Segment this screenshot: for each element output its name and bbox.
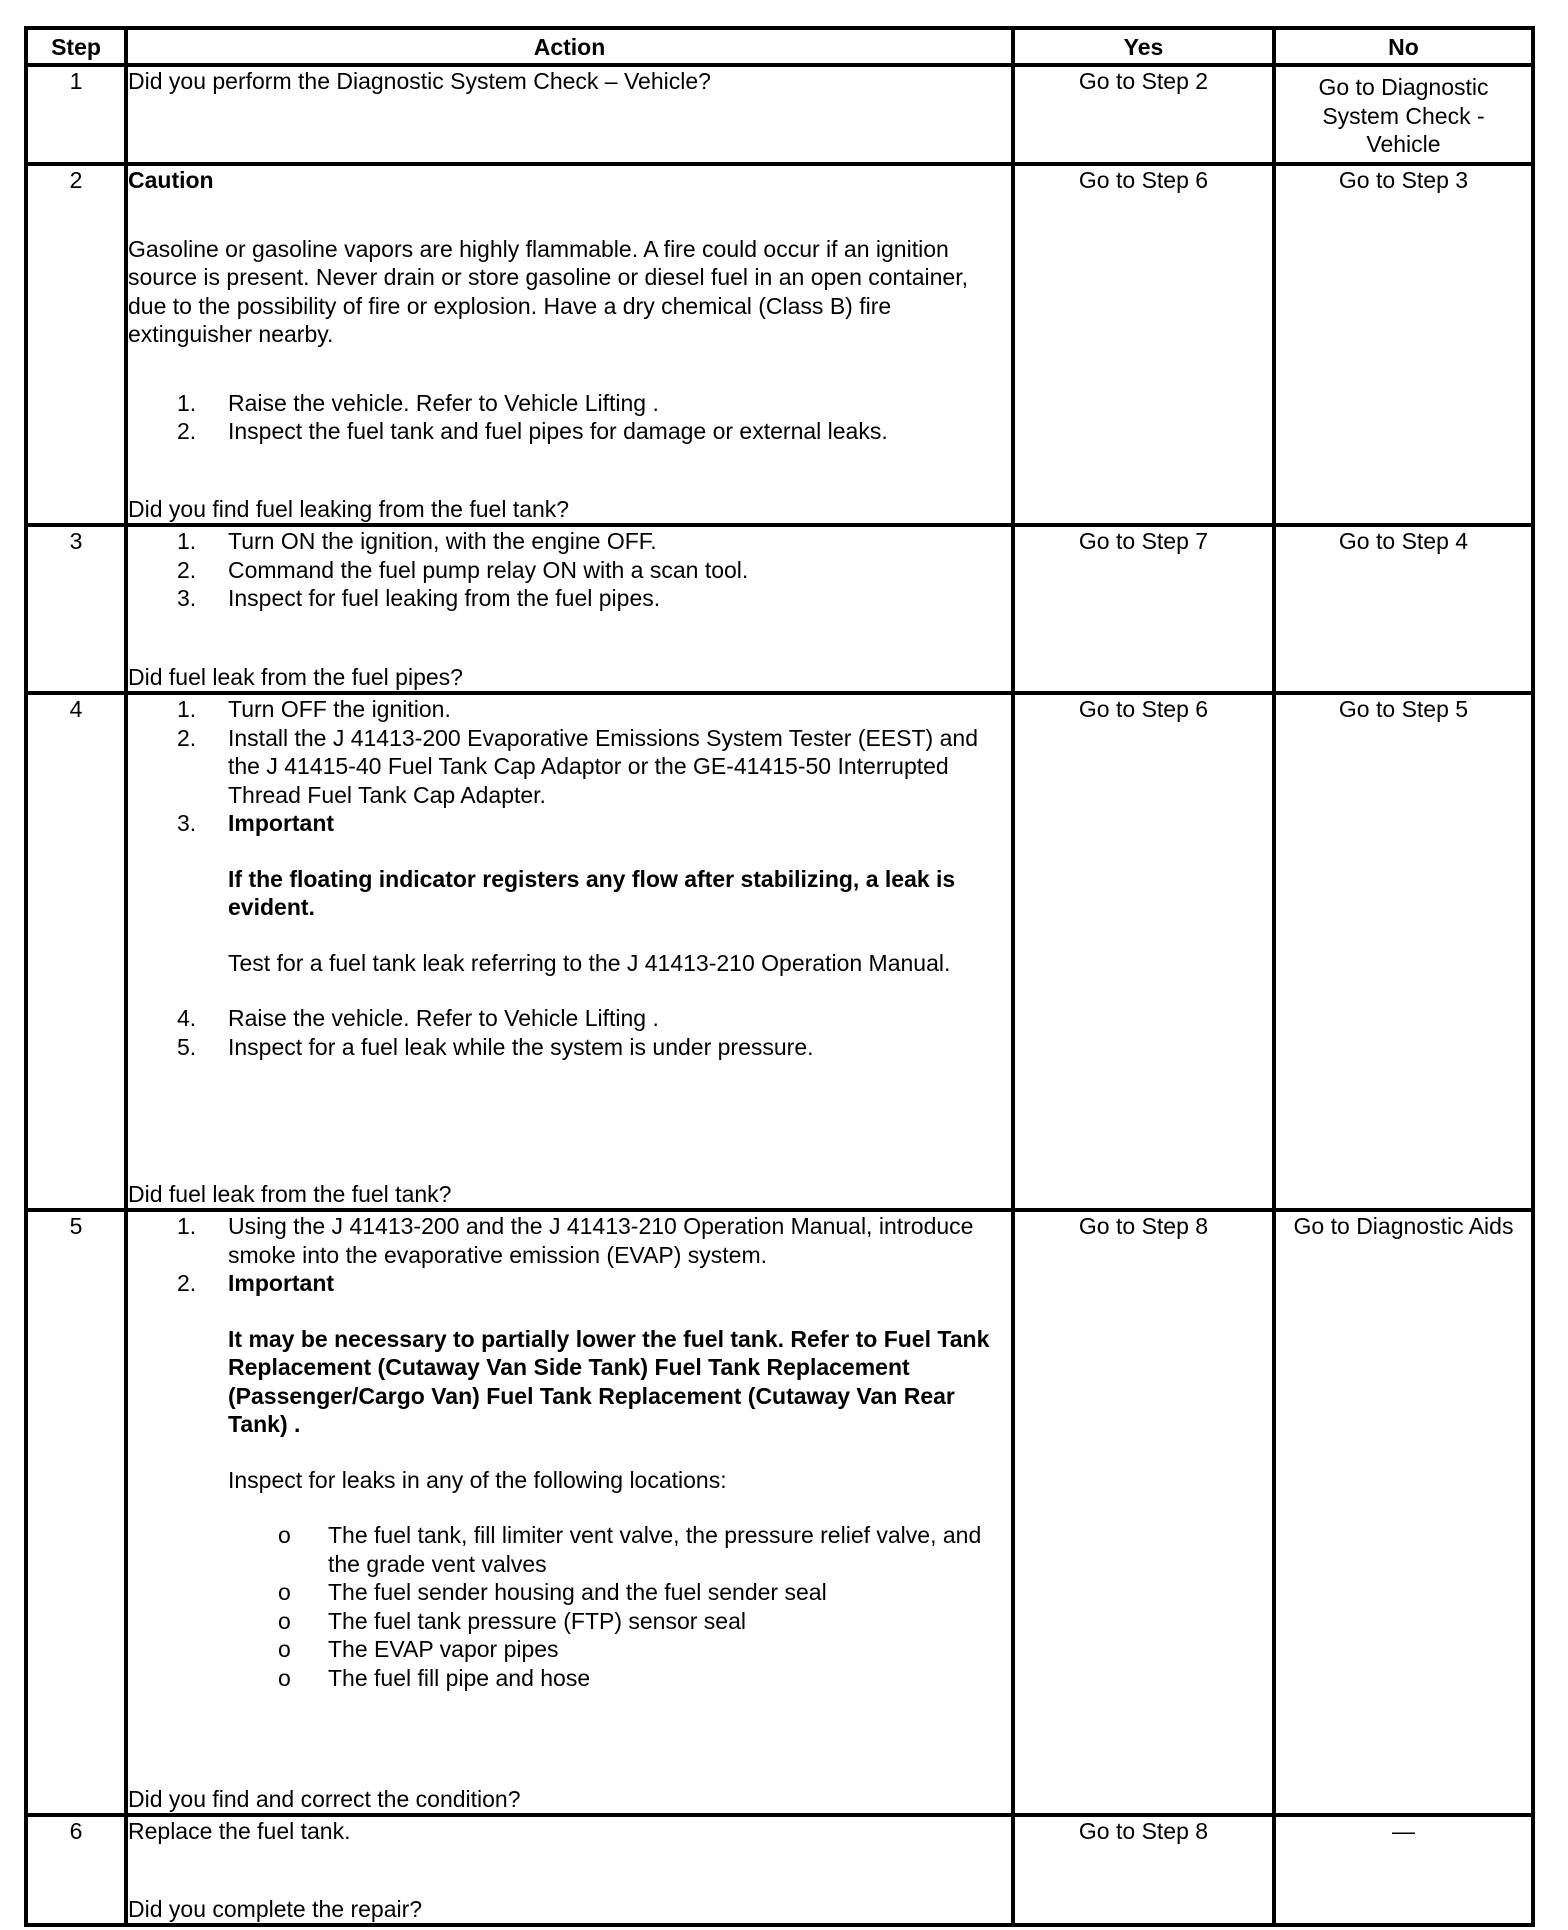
step-number: 1 — [26, 65, 126, 164]
action-cell — [126, 1210, 1013, 1815]
item-text: Raise the vehicle. Refer to Vehicle Lifting . — [228, 1005, 659, 1031]
no-cell: Go to Step 5 — [1274, 693, 1533, 1210]
list-item — [128, 1578, 1011, 1607]
list-item — [128, 1521, 1011, 1578]
item-number: 1. — [177, 696, 197, 722]
step-list — [128, 695, 1011, 1061]
item-text: Inspect for fuel leaking from the fuel pipes. — [228, 585, 661, 611]
list-item — [128, 1004, 1011, 1033]
item-number: 2. — [177, 556, 197, 583]
item-number: 4. — [177, 1005, 197, 1031]
action-cell — [126, 65, 1013, 164]
important-label: Important — [228, 1270, 335, 1296]
important-text: If the floating indicator registers any flow after stabilizing, a leak is evident. — [228, 865, 956, 920]
item-number: 5. — [177, 1033, 197, 1060]
list-item — [128, 1212, 1011, 1269]
yes-cell: Go to Step 2 — [1013, 65, 1274, 164]
step-number: 4 — [26, 693, 126, 1210]
no-cell — [1274, 65, 1533, 164]
yes-cell: Go to Step 6 — [1013, 693, 1274, 1210]
step-number: 5 — [26, 1210, 126, 1815]
table-row — [26, 1815, 1533, 1925]
list-item — [128, 695, 1011, 724]
important-label: Important — [228, 810, 335, 836]
table-row — [26, 693, 1533, 1210]
action-question: Did you perform the Diagnostic System Check – Vehicle? — [128, 68, 711, 94]
item-number: 3. — [177, 585, 197, 611]
table-row — [26, 65, 1533, 164]
table-row — [26, 164, 1533, 525]
table-row — [26, 1210, 1533, 1815]
bullet: o — [278, 1579, 291, 1605]
test-text: Test for a fuel tank leak referring to the J 41413-210 Operation Manual. — [228, 949, 951, 976]
action-cell — [126, 164, 1013, 525]
item-number: 2. — [177, 1270, 197, 1296]
header-no: No — [1274, 28, 1533, 65]
step-list — [128, 1212, 1011, 1521]
no-line: System Check - — [1322, 102, 1485, 129]
item-text: The fuel fill pipe and hose — [328, 1664, 591, 1691]
table-row — [26, 525, 1533, 693]
no-cell: Go to Step 3 — [1274, 164, 1533, 525]
inspect-text: Inspect for leaks in any of the following locations: — [228, 1466, 727, 1493]
yes-cell: Go to Step 7 — [1013, 525, 1274, 693]
yes-cell: Go to Step 6 — [1013, 164, 1274, 525]
item-text: The fuel tank pressure (FTP) sensor seal — [328, 1607, 746, 1634]
item-text: Raise the vehicle. Refer to Vehicle Lifting . — [228, 389, 659, 416]
item-number: 1. — [177, 528, 197, 554]
important-text: It may be necessary to partially lower the fuel tank. Refer to Fuel Tank Replacement (Cutaway Van Side Tank) Fuel Tank Replacement (Passenger/Cargo Van) Fuel Tank Replacement (Cutaway Van Rear Tank) . — [228, 1325, 990, 1437]
item-text: Turn ON the ignition, with the engine OFF. — [228, 528, 657, 554]
list-item — [128, 1635, 1011, 1664]
list-item — [128, 527, 1011, 556]
list-item — [128, 417, 1011, 446]
action-question: Did fuel leak from the fuel tank? — [128, 1180, 452, 1207]
yes-cell: Go to Step 8 — [1013, 1815, 1274, 1925]
action-question: Did you complete the repair? — [128, 1895, 423, 1922]
item-text: The fuel tank, fill limiter vent valve, the pressure relief valve, and the grade vent valves — [328, 1522, 982, 1577]
action-text: Replace the fuel tank. — [128, 1818, 351, 1844]
no-cell: Go to Diagnostic Aids — [1274, 1210, 1533, 1815]
step-list — [128, 389, 1011, 446]
list-item — [128, 1607, 1011, 1636]
list-item — [128, 1664, 1011, 1693]
item-text: Inspect the fuel tank and fuel pipes for damage or external leaks. — [228, 418, 888, 444]
action-cell — [126, 693, 1013, 1210]
list-item — [128, 389, 1011, 418]
list-item — [128, 724, 1011, 810]
list-item — [128, 556, 1011, 585]
bullet: o — [278, 1664, 291, 1691]
item-text: Command the fuel pump relay ON with a scan tool. — [228, 556, 749, 583]
action-question: Did you find fuel leaking from the fuel tank? — [128, 495, 570, 522]
header-step: Step — [26, 28, 126, 65]
item-text: The EVAP vapor pipes — [328, 1636, 559, 1662]
item-number: 2. — [177, 724, 197, 751]
no-cell: — — [1274, 1815, 1533, 1925]
yes-cell: Go to Step 8 — [1013, 1210, 1274, 1815]
item-text: Inspect for a fuel leak while the system is under pressure. — [228, 1033, 814, 1060]
list-item — [128, 809, 1011, 1004]
diagnostic-table — [24, 26, 1535, 1927]
item-text: The fuel sender housing and the fuel sender seal — [328, 1579, 827, 1605]
no-line: Vehicle — [1366, 131, 1441, 157]
bullet: o — [278, 1607, 291, 1634]
item-number: 3. — [177, 810, 197, 836]
step-list — [128, 527, 1011, 613]
step-number: 2 — [26, 164, 126, 525]
item-text: Install the J 41413-200 Evaporative Emissions System Tester (EEST) and the J 41415-40 Fuel Tank Cap Adaptor or the GE-41415-50 Interrupted Thread Fuel Tank Cap Adapter. — [228, 724, 978, 808]
item-number: 1. — [177, 389, 197, 416]
header-yes: Yes — [1013, 28, 1274, 65]
item-text: Using the J 41413-200 and the J 41413-210 Operation Manual, introduce smoke into the evaporative emission (EVAP) system. — [228, 1213, 974, 1268]
item-number: 2. — [177, 418, 197, 444]
step-number: 3 — [26, 525, 126, 693]
bullet: o — [278, 1522, 291, 1548]
step-number: 6 — [26, 1815, 126, 1925]
list-item — [128, 1269, 1011, 1521]
location-list — [128, 1521, 1011, 1692]
item-number: 1. — [177, 1213, 197, 1239]
caution-title: Caution — [128, 167, 214, 193]
bullet: o — [278, 1636, 291, 1662]
item-text: Turn OFF the ignition. — [228, 696, 451, 722]
header-row — [26, 28, 1533, 65]
action-question: Did fuel leak from the fuel pipes? — [128, 663, 463, 690]
header-action: Action — [126, 28, 1013, 65]
list-item — [128, 1033, 1011, 1062]
no-cell: Go to Step 4 — [1274, 525, 1533, 693]
list-item — [128, 584, 1011, 613]
action-cell — [126, 1815, 1013, 1925]
caution-text: Gasoline or gasoline vapors are highly flammable. A fire could occur if an ignition source is present. Never drain or store gasoline or diesel fuel in an open container, due to the possibility of fire or explosion. Have a dry chemical (Class B) fire extinguisher nearby. — [128, 235, 968, 347]
no-line: Go to Diagnostic — [1318, 74, 1489, 100]
action-cell — [126, 525, 1013, 693]
action-question: Did you find and correct the condition? — [128, 1785, 521, 1812]
